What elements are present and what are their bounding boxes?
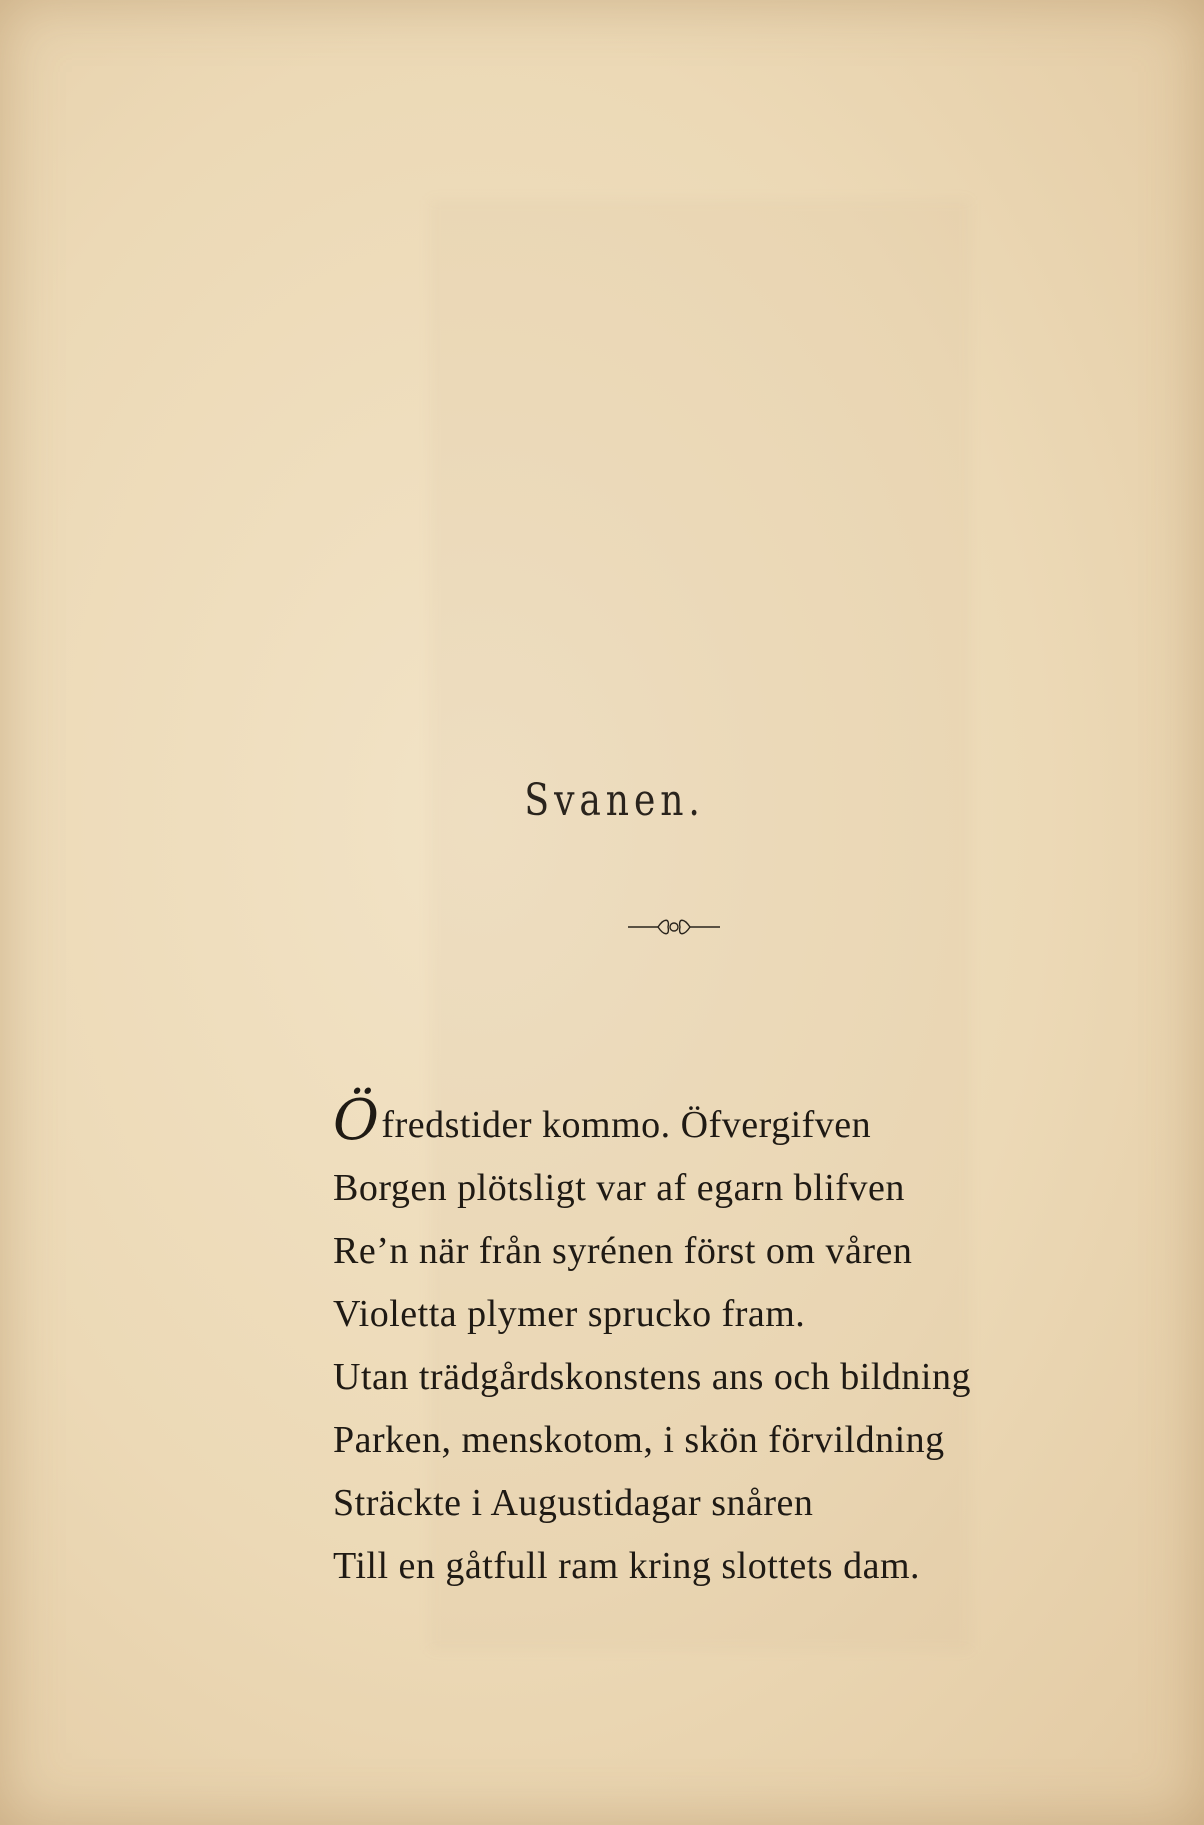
poem-body [333, 1088, 971, 1598]
poem-line-text: fredstider kommo. Öfvergifven [381, 1104, 872, 1146]
ornament-divider-icon [624, 912, 724, 942]
poem-line: Till en gåtfull ram kring slottets dam. [333, 1545, 920, 1587]
poem-line: Re’n när från syrénen först om våren [333, 1230, 913, 1272]
ornate-initial: Ö [333, 1088, 380, 1153]
poem-line: Parken, menskotom, i skön förvildning [333, 1419, 945, 1461]
poem-line: Borgen plötsligt var af egarn blifven [333, 1167, 905, 1209]
poem-line: Utan trädgårdskonstens ans och bildning [333, 1356, 971, 1398]
poem-title: Svanen. [524, 775, 705, 826]
poem-line: Sträckte i Augustidagar snåren [333, 1482, 814, 1524]
poem-line [333, 1088, 971, 1157]
poem-line: Violetta plymer sprucko fram. [333, 1293, 806, 1335]
